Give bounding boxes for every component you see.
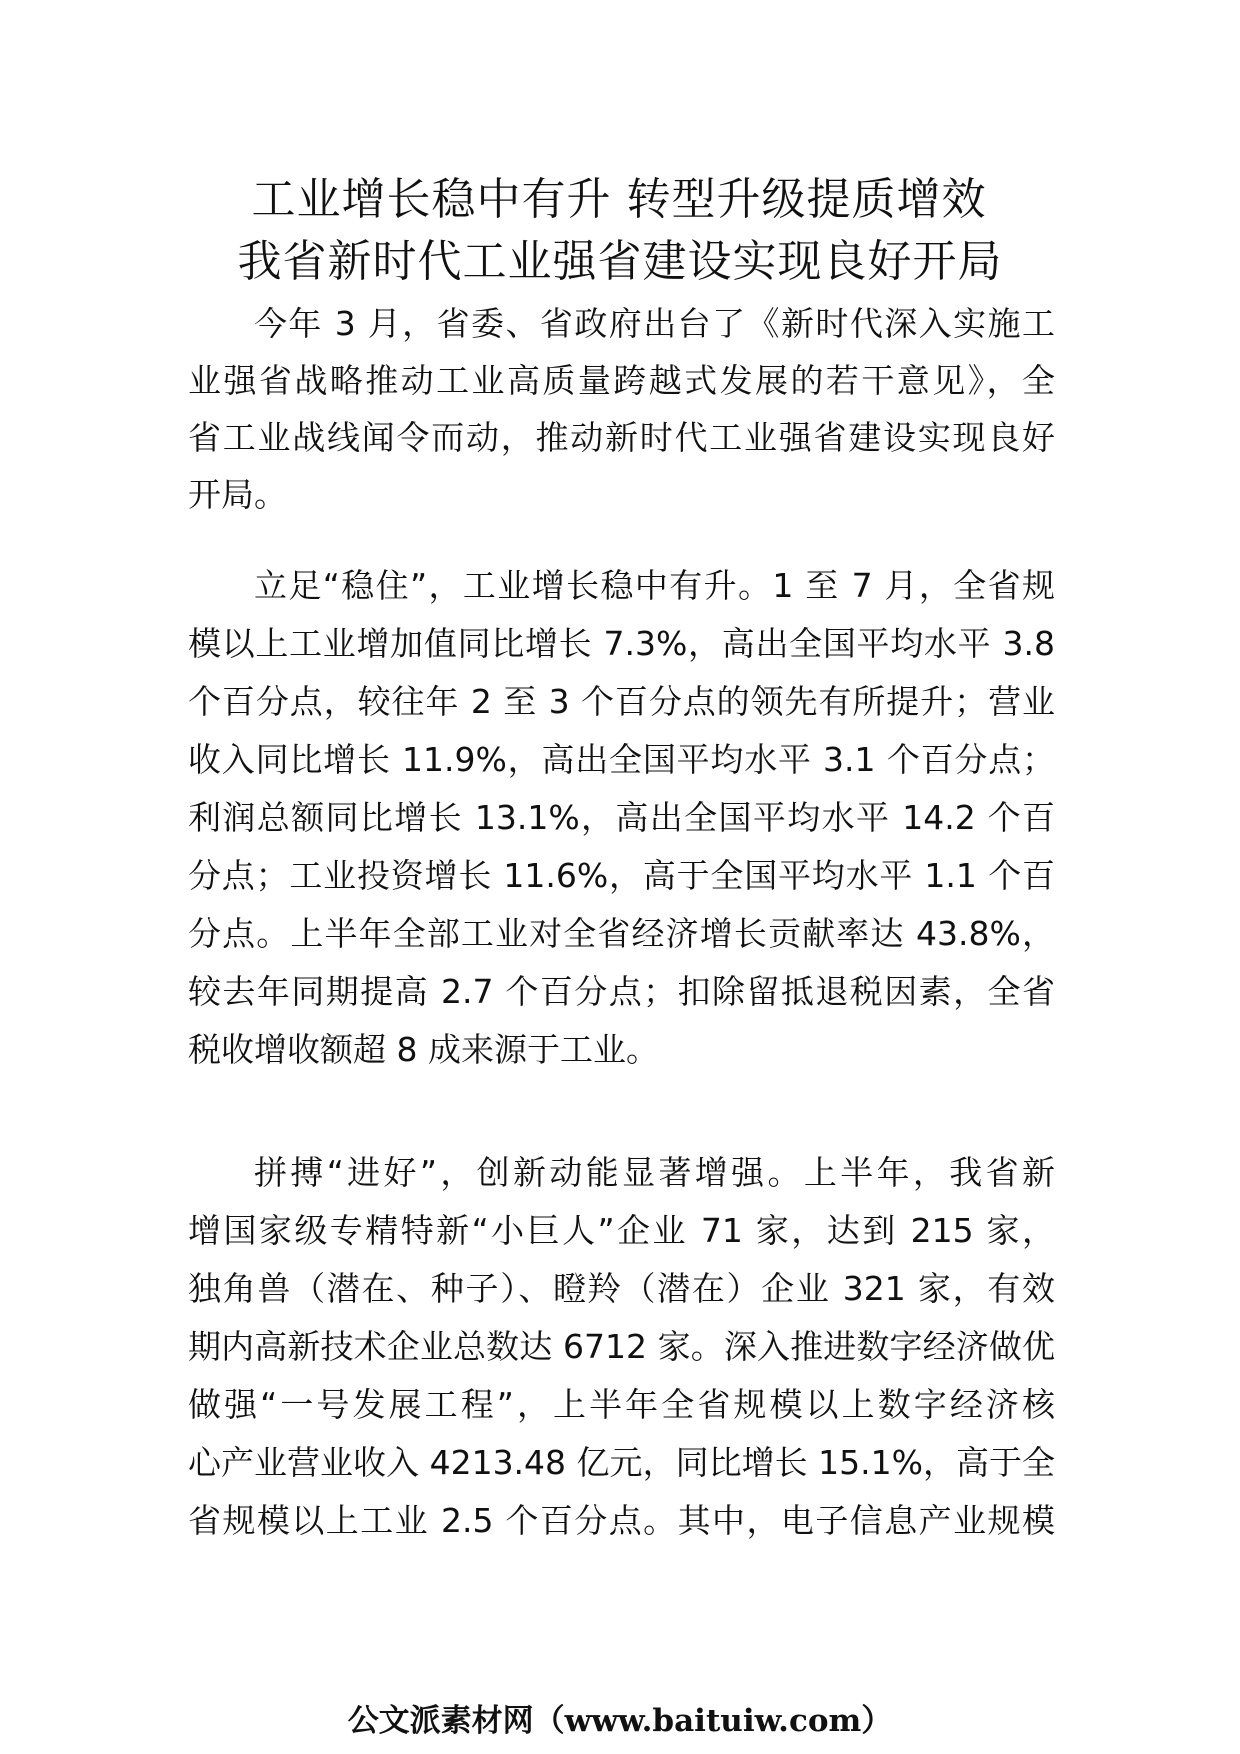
paragraph-1-line-4: 开局。	[188, 475, 287, 514]
paragraph-3-line-1: 拼搏“进好”，创新动能显著增强。上半年，我省新	[254, 1153, 1055, 1192]
document-title-line-2: 我省新时代工业强省建设实现良好开局	[237, 236, 1003, 287]
paragraph-3-line-4: 期内高新技术企业总数达 6712 家。深入推进数字经济做优	[188, 1327, 1055, 1366]
footer-source-watermark: 公文派素材网（www.baituiw.com）	[347, 1703, 893, 1739]
paragraph-2-line-5: 利润总额同比增长 13.1%，高出全国平均水平 14.2 个百	[188, 798, 1055, 837]
document-title-line-1: 工业增长稳中有升 转型升级提质增效	[251, 174, 987, 225]
paragraph-2-line-4: 收入同比增长 11.9%，高出全国平均水平 3.1 个百分点；	[188, 740, 1055, 779]
paragraph-2-line-3: 个百分点，较往年 2 至 3 个百分点的领先有所提升；营业	[188, 682, 1055, 721]
paragraph-3-line-5: 做强“一号发展工程”，上半年全省规模以上数字经济核	[188, 1385, 1055, 1424]
paragraph-3-line-6: 心产业营业收入 4213.48 亿元，同比增长 15.1%，高于全	[188, 1443, 1055, 1482]
paragraph-2-line-2: 模以上工业增加值同比增长 7.3%，高出全国平均水平 3.8	[188, 624, 1055, 663]
paragraph-1-line-3: 省工业战线闻令而动，推动新时代工业强省建设实现良好	[188, 418, 1055, 457]
paragraph-2-line-7: 分点。上半年全部工业对全省经济增长贡献率达 43.8%，	[188, 914, 1055, 953]
paragraph-2-line-8: 较去年同期提高 2.7 个百分点；扣除留抵退税因素，全省	[188, 972, 1055, 1011]
paragraph-2-line-6: 分点；工业投资增长 11.6%，高于全国平均水平 1.1 个百	[188, 856, 1055, 895]
paragraph-3-line-7: 省规模以上工业 2.5 个百分点。其中，电子信息产业规模	[188, 1501, 1055, 1540]
paragraph-1-line-1: 今年 3 月，省委、省政府出台了《新时代深入实施工	[254, 304, 1055, 343]
paragraph-2-line-9: 税收增收额超 8 成来源于工业。	[188, 1030, 659, 1069]
paragraph-2-line-1: 立足“稳住”，工业增长稳中有升。1 至 7 月，全省规	[254, 566, 1055, 605]
paragraph-3-line-2: 增国家级专精特新“小巨人”企业 71 家，达到 215 家，	[188, 1211, 1055, 1250]
paragraph-1-line-2: 业强省战略推动工业高质量跨越式发展的若干意见》，全	[188, 361, 1055, 400]
paragraph-3-line-3: 独角兽（潜在、种子）、瞪羚（潜在）企业 321 家，有效	[188, 1269, 1055, 1308]
